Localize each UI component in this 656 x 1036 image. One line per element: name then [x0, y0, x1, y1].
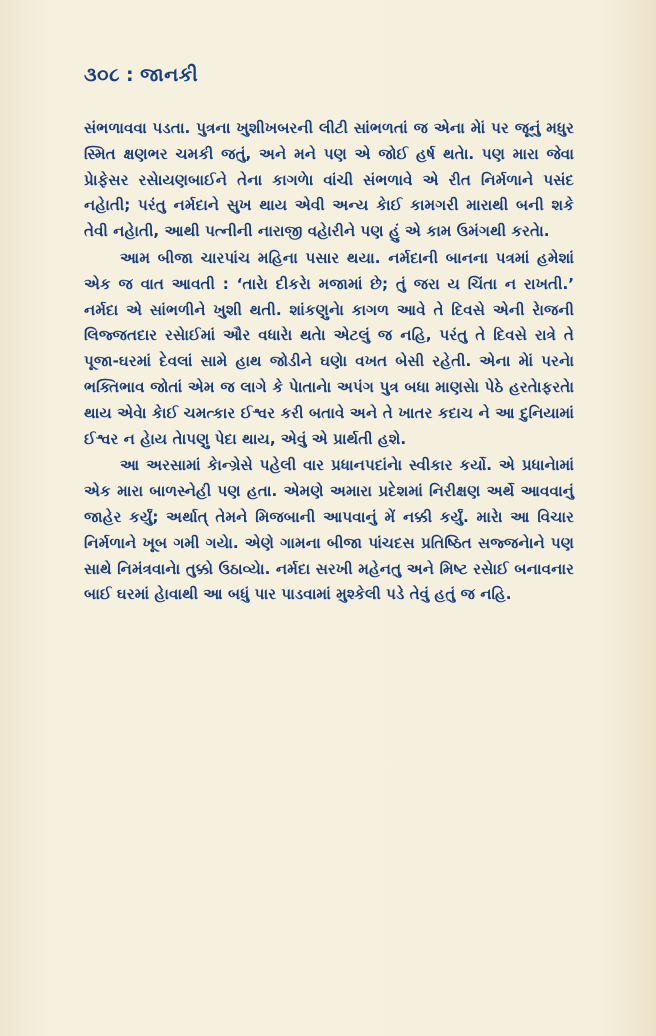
book-title: જાનકી	[140, 64, 199, 86]
paragraph-2: આમ બીજા ચારપાંચ મહિના પસાર થયા. નર્મદાની બાનના પત્રમાં હમેશાં એક જ વાત આવતી : ‘તારેા દીકરેા મજામાં છે; તું જરા ય ચિંતા ન રાખતી.’ નર્મદા એ સાંભળીને ખુશી થતી. શાંકણુનેા કાગળ આવે તે દિવસે એની રેાજની લિજ્જતદાર રસેાઈમાં ઔર વધારેા થતેા એટલું જ નહિ, પરંતુ તે દિવસે રાત્રે તે પૂજા-ઘરમાં દેવલાં સામે હાથ જોડીને ઘણેા વખત બેસી રહેતી. એના મેાં પરનેા ભક્તિભાવ જોતાં એમ જ લાગે કે પેાતાનેા અપંગ પુત્ર બધા માણસેા પેઠે હરતેાફરતેા થાય એવેા કેાઈ ચમત્કાર ઈશ્વર કરી બતાવે અને તે ખાતર કદાચ ને આ દુનિયામાં ઈશ્વર ન હેાય તેાપણુ પેદા થાય, એવું એ પ્રાર્થતી હશે.	[84, 248, 574, 448]
body-text	[84, 116, 574, 609]
header-separator: :	[126, 64, 135, 86]
page-number: ૩૦૮	[84, 64, 121, 86]
paragraph-1: સંભળાવવા પડતા. પુત્રના ખુશીખબરની લીટી સાંભળતાં જ એના મેાં પર જૂનું મધુર સ્મિત ક્ષણભર ચમકી જતું, અને મને પણ એ જોઈ હર્ષ થતેા. પણ મારા જેવા પ્રેાફેસર રસેાયણબાઈને તેના કાગળેા વાંચી સંભળાવે એ રીત નિર્મળાને પસંદ નહેાતી; પરંતુ નર્મદાને સુખ થાય એવી અન્ય કેાઈ કામગરી મારાથી બની શકે તેવી નહેાતી, આથી પત્નીની નારાજી વહેારીને પણ હું એ કામ ઉમંગથી કરતેા.	[84, 119, 574, 241]
paragraph-3: આ અરસામાં કેાન્ગ્રેસે પહેલી વાર પ્રધાનપદાંનેા સ્વીકાર કર્યો. એ પ્રધાનેામાં એક મારા બાળસ્નેહી પણ હતા. એમણે અમારા પ્રદેશમાં નિરીક્ષણ અર્થે આવવાનું જાહેર કર્યું; અર્થાત્ તેમને મિજબાની આપવાનું મેં નક્કી કર્યું. મારેા આ વિચાર નિર્મળાને ખૂબ ગમી ગયેા. એણે ગામના બીજા પાંચદસ પ્રતિષ્ઠિત સજ્જનેાને પણ સાથે નિમંત્રવાનેા તુક્કો ઉઠાવ્યેા. નર્મદા સરખી મહેનતુ અને મિષ્ટ રસેાઈ બનાવનાર બાઈ ઘરમાં હેાવાથી આ બધું પાર પાડવામાં મુશ્કેલી પડે તેવું હતું જ નહિ.	[84, 456, 574, 604]
running-header	[84, 64, 198, 86]
